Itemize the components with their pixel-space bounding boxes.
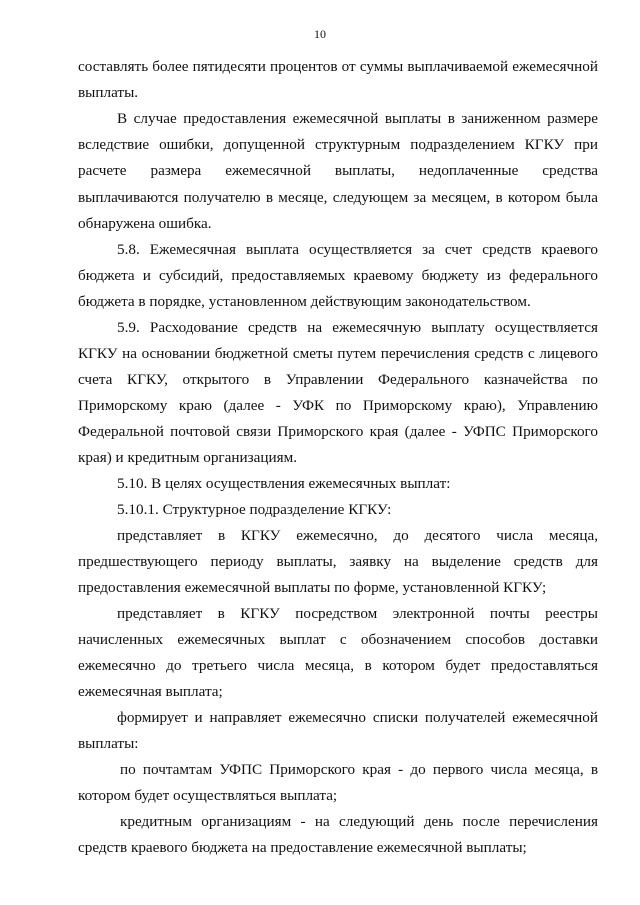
text-line: выплаты: xyxy=(78,735,139,752)
text-line: В случае предоставления ежемесячной выплаты в заниженном размере xyxy=(117,110,598,127)
text-line: средств краевого бюджета на предоставление ежемесячной выплаты; xyxy=(78,839,527,856)
text-line: обнаружена ошибка. xyxy=(78,215,212,232)
text-line: котором будет осуществляться выплата; xyxy=(78,787,338,804)
text-line: Приморскому краю (далее - УФК по Приморскому краю), Управлению xyxy=(78,397,598,414)
text-line: 5.9. Расходование средств на ежемесячную выплату осуществляется xyxy=(117,319,598,336)
text-line: края) и кредитным организациям. xyxy=(78,449,298,466)
text-line: бюджета в порядке, установленном действующим законодательством. xyxy=(78,293,531,310)
text-line: вследствие ошибки, допущенной структурным подразделением КГКУ при xyxy=(78,136,598,153)
text-line: по почтамтам УФПС Приморского края - до первого числа месяца, в xyxy=(120,761,598,778)
text-line: начисленных ежемесячных выплат с обозначением способов доставки xyxy=(78,631,598,648)
text-line: кредитным организациям - на следующий день после перечисления xyxy=(120,813,598,830)
text-line: расчете размера ежемесячной выплаты, недоплаченные средства xyxy=(78,162,598,179)
text-line: выплаты. xyxy=(78,84,139,101)
text-line: предшествующего периоду выплаты, заявку на выделение средств для xyxy=(78,553,598,570)
text-line: представляет в КГКУ посредством электронной почты реестры xyxy=(117,605,598,622)
text-line: 5.10.1. Структурное подразделение КГКУ: xyxy=(117,501,392,518)
text-line: формирует и направляет ежемесячно списки получателей ежемесячной xyxy=(117,709,598,726)
text-line: ежемесячная выплата; xyxy=(78,683,223,700)
text-line: 5.8. Ежемесячная выплата осуществляется за счет средств краевого xyxy=(117,241,598,258)
text-line: ежемесячно до третьего числа месяца, в котором будет предоставляться xyxy=(78,657,598,674)
text-line: 5.10. В целях осуществления ежемесячных выплат: xyxy=(117,475,451,492)
text-line: составлять более пятидесяти процентов от суммы выплачиваемой ежемесячной xyxy=(78,58,598,75)
text-line: представляет в КГКУ ежемесячно, до десятого числа месяца, xyxy=(117,527,598,544)
text-line: счета КГКУ, открытого в Управлении Федерального казначейства по xyxy=(78,371,598,388)
text-line: Федеральной почтовой связи Приморского края (далее - УФПС Приморского xyxy=(78,423,598,440)
text-line: предоставления ежемесячной выплаты по форме, установленной КГКУ; xyxy=(78,579,547,596)
page-number: 10 xyxy=(314,27,326,41)
text-line: бюджета и субсидий, предоставляемых краевому бюджету из федерального xyxy=(78,267,598,284)
text-line: КГКУ на основании бюджетной сметы путем перечисления средств с лицевого xyxy=(78,345,598,362)
text-line: выплачиваются получателю в месяце, следующем за месяцем, в котором была xyxy=(78,189,598,206)
